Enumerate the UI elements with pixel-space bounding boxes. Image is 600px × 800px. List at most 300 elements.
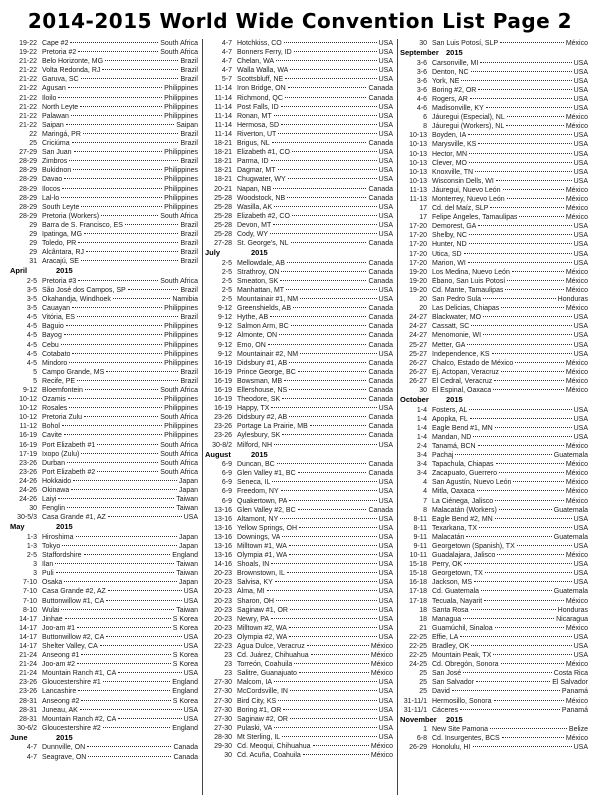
convention-country: Philippines (164, 305, 198, 313)
convention-country: Canada (368, 377, 393, 385)
convention-row (400, 140, 588, 149)
convention-dates: 21-22 (19, 103, 37, 111)
leader-dots (495, 627, 564, 628)
convention-place: Mellowdale, AB (237, 259, 285, 267)
leader-dots (274, 681, 377, 682)
convention-country: México (565, 735, 588, 743)
convention-row (400, 168, 588, 177)
convention-country: Philippines (164, 323, 198, 331)
convention-dates: 27-30 (214, 706, 232, 714)
convention-row (10, 203, 198, 212)
leader-dots (56, 572, 175, 573)
convention-row (205, 57, 393, 66)
leader-dots (300, 353, 377, 354)
convention-row (205, 304, 393, 313)
convention-row (10, 103, 198, 112)
convention-row (10, 48, 198, 57)
convention-dates: 17-18 (409, 588, 427, 596)
convention-country: Canada (368, 396, 393, 404)
convention-row (205, 331, 393, 340)
convention-dates: 23-26 (214, 414, 232, 422)
convention-dates: 2-5 (221, 296, 232, 304)
convention-country: Philippines (164, 194, 198, 202)
month-name: August (205, 449, 231, 459)
convention-place: Hunter, ND (432, 241, 467, 249)
convention-row (205, 542, 393, 551)
convention-dates: 11-14 (214, 103, 232, 111)
convention-country: USA (573, 232, 588, 240)
convention-country: México (370, 643, 393, 650)
leader-dots (505, 289, 563, 290)
convention-country: USA (378, 724, 393, 732)
convention-row (205, 259, 393, 268)
convention-dates: 11-14 (214, 130, 232, 138)
convention-place: Boring #2, OR (432, 86, 477, 94)
convention-country: México (565, 268, 588, 276)
convention-dates: 3 (33, 570, 37, 578)
convention-place: São José dos Campos, SP (42, 286, 126, 294)
convention-row (10, 606, 198, 615)
leader-dots (73, 480, 177, 481)
convention-row (400, 150, 588, 159)
convention-row (205, 497, 393, 506)
leader-dots (480, 62, 571, 63)
leader-dots (299, 672, 369, 673)
convention-place: Cody, WY (237, 230, 268, 238)
convention-place: Tapachula, Chiapas (432, 461, 494, 469)
leader-dots (307, 645, 369, 646)
leader-dots (502, 737, 564, 738)
leader-dots (294, 51, 377, 52)
convention-country: USA (573, 515, 588, 523)
convention-row (10, 130, 198, 139)
leader-dots (281, 490, 377, 491)
convention-place: Salvisa, KY (237, 579, 273, 587)
convention-country: USA (378, 597, 393, 605)
convention-place: Hokkaido (42, 477, 72, 485)
leader-dots (274, 206, 376, 207)
convention-place: Mindoro (42, 359, 68, 367)
convention-place: Quakertown, PA (237, 497, 288, 505)
convention-row (205, 506, 393, 515)
leader-dots (499, 472, 564, 473)
convention-dates: 10-13 (409, 150, 427, 158)
convention-place: Demorest, GA (432, 223, 477, 231)
convention-country: USA (378, 615, 393, 623)
convention-place: Durban (42, 459, 65, 467)
leader-dots (494, 700, 564, 701)
leader-dots (106, 600, 181, 601)
leader-dots (276, 60, 377, 61)
convention-row (10, 578, 198, 587)
convention-country: Philippines (164, 94, 198, 102)
leader-dots (72, 353, 162, 354)
convention-place: Mandan, ND (432, 433, 472, 441)
convention-place: Ébano, San Luis Potosí (432, 277, 506, 285)
convention-country: Brazil (180, 230, 198, 238)
column-2 (202, 39, 397, 795)
leader-dots (470, 418, 572, 419)
convention-dates: 28-29 (19, 203, 37, 211)
leader-dots (285, 78, 376, 79)
leader-dots (84, 554, 171, 555)
leader-dots (501, 307, 564, 308)
convention-dates: 13-16 (214, 542, 232, 550)
convention-dates: 21-24 (19, 661, 37, 669)
convention-row (10, 724, 198, 733)
convention-country: South Africa (160, 468, 198, 476)
convention-country: Guatemala (553, 452, 588, 460)
convention-row (10, 431, 198, 440)
convention-country: Philippines (164, 103, 198, 111)
convention-row (205, 441, 393, 450)
leader-dots (284, 42, 377, 43)
convention-place: Milltown #2, WA (237, 624, 287, 632)
convention-place: Dagmar, MT (237, 167, 276, 175)
convention-dates: 4-7 (221, 67, 232, 75)
convention-dates: 7-10 (22, 588, 37, 596)
convention-country: Philippines (164, 432, 198, 440)
convention-country: USA (573, 561, 588, 569)
convention-place: Happy, TX (237, 405, 270, 413)
convention-country: USA (573, 95, 588, 103)
convention-dates: 24-25 (409, 661, 427, 669)
month-name: September (400, 48, 439, 58)
convention-country: USA (378, 579, 393, 587)
convention-place: Hythe, AB (237, 314, 269, 322)
convention-country: USA (378, 103, 393, 111)
convention-row (205, 469, 393, 478)
convention-dates: 28-30 (214, 733, 232, 741)
leader-dots (507, 198, 564, 199)
convention-country: México (565, 386, 588, 394)
convention-place: San Pedro Sula (432, 296, 482, 304)
convention-country: USA (378, 203, 393, 211)
convention-row (400, 725, 588, 734)
convention-place: Buttonwillow #2, CA (42, 633, 105, 641)
convention-row (400, 597, 588, 606)
convention-country: USA (378, 533, 393, 541)
convention-place: Napan, NB (237, 185, 272, 193)
leader-dots (83, 133, 179, 134)
leader-dots (84, 416, 158, 417)
month-header (400, 715, 588, 726)
convention-country: USA (573, 424, 588, 432)
convention-place: Georgetown, TX (432, 570, 483, 578)
convention-country: USA (573, 68, 588, 76)
convention-place: Clever, MO (432, 159, 468, 167)
convention-dates: 9-12 (217, 350, 232, 358)
leader-dots (61, 344, 162, 345)
convention-dates: 23-26 (19, 679, 37, 687)
convention-place: Fenglin (42, 505, 65, 513)
convention-row (10, 468, 198, 477)
convention-dates: 3-6 (416, 68, 427, 76)
leader-dots (292, 215, 377, 216)
convention-row (205, 404, 393, 413)
convention-dates: 2-4 (416, 442, 427, 450)
leader-dots (106, 636, 181, 637)
leader-dots (278, 169, 377, 170)
leader-dots (289, 362, 366, 363)
convention-country: USA (573, 524, 588, 532)
convention-country: Brazil (180, 67, 198, 75)
convention-dates: 25 (29, 140, 37, 148)
leader-dots (288, 178, 377, 179)
convention-country: USA (378, 524, 393, 532)
convention-dates: 30-5/3 (17, 514, 37, 522)
convention-country: South Africa (160, 40, 198, 47)
convention-place: Gloucestershire #2 (42, 724, 101, 732)
leader-dots (483, 298, 556, 299)
leader-dots (81, 206, 162, 207)
convention-place: Wulai (42, 606, 60, 614)
leader-dots (267, 590, 377, 591)
convention-row (400, 542, 588, 551)
convention-place: Wasilla, AK (237, 203, 273, 211)
convention-place: San José (432, 670, 462, 678)
convention-country: USA (573, 415, 588, 423)
convention-dates: 17-20 (409, 241, 427, 249)
convention-place: Sharon, OH (237, 597, 274, 605)
convention-place: Dunnville, ON (42, 744, 86, 752)
convention-row (400, 77, 588, 86)
convention-place: Palawan (42, 112, 69, 120)
convention-place: Felipe Ángeles, Tamaulipas (432, 214, 518, 222)
convention-place: Saginaw #2, OR (237, 715, 288, 723)
convention-row (400, 322, 588, 331)
convention-row (10, 651, 198, 660)
convention-dates: 1-4 (416, 424, 427, 432)
convention-country: USA (573, 77, 588, 85)
convention-row (400, 660, 588, 669)
convention-row (10, 404, 198, 413)
convention-place: Boyden, IA (432, 132, 467, 140)
convention-row (10, 257, 198, 266)
convention-dates: 14-17 (19, 643, 37, 650)
convention-row (205, 633, 393, 642)
convention-place: Woodstock, NB (237, 194, 286, 202)
convention-dates: 5-7 (221, 76, 232, 84)
convention-country: Brazil (180, 76, 198, 84)
convention-dates: 22-23 (214, 643, 232, 650)
month-name: May (10, 522, 25, 532)
convention-country: USA (378, 76, 393, 84)
convention-country: Canada (368, 470, 393, 478)
convention-dates: 3-4 (416, 452, 427, 460)
month-year: 2015 (56, 732, 73, 742)
convention-place: Garuva, SC (42, 76, 79, 84)
convention-country: Philippines (164, 423, 198, 431)
convention-dates: 14-16 (214, 561, 232, 569)
convention-row (205, 203, 393, 212)
convention-dates: 9-12 (217, 314, 232, 322)
convention-dates: 1-3 (26, 533, 37, 541)
convention-row (400, 277, 588, 286)
convention-place: Hermosa, SD (237, 121, 280, 129)
convention-row (205, 597, 393, 606)
convention-country: Japan (178, 542, 198, 550)
convention-place: Perry, OK (432, 561, 463, 569)
convention-dates: 10-12 (19, 405, 37, 413)
convention-row (400, 122, 588, 131)
leader-dots (479, 527, 572, 528)
convention-dates: 30-6/2 (17, 724, 37, 732)
leader-dots (81, 654, 170, 655)
convention-country: S Korea (172, 697, 198, 705)
leader-dots (62, 545, 177, 546)
leader-dots (289, 636, 376, 637)
month-header (10, 266, 198, 277)
convention-place: New Site Pamona (432, 726, 489, 734)
leader-dots (97, 444, 158, 445)
convention-place: Iloilo (42, 94, 57, 102)
convention-country: USA (378, 221, 393, 229)
convention-country: USA (573, 132, 588, 140)
convention-row (205, 94, 393, 103)
convention-place: Joo-am #2 (42, 661, 76, 669)
leader-dots (483, 316, 572, 317)
convention-dates: 4-7 (221, 49, 232, 57)
convention-country: Japan (178, 533, 198, 541)
convention-row (400, 624, 588, 633)
convention-country: Canada (173, 753, 198, 761)
convention-country: USA (573, 159, 588, 167)
convention-country: USA (183, 715, 198, 723)
convention-row (205, 587, 393, 596)
leader-dots (478, 445, 564, 446)
convention-country: USA (378, 167, 393, 175)
convention-place: Prince George, BC (237, 368, 296, 376)
leader-dots (274, 727, 376, 728)
leader-dots (311, 654, 369, 655)
leader-dots (294, 663, 369, 664)
convention-row (10, 495, 198, 504)
convention-country: Canada (368, 506, 393, 514)
convention-place: Honolulu, HI (432, 744, 471, 752)
convention-country: Canada (368, 386, 393, 394)
convention-place: York, NE (432, 77, 460, 85)
convention-country: México (370, 743, 393, 751)
leader-dots (71, 115, 162, 116)
convention-row (205, 386, 393, 395)
leader-dots (470, 98, 572, 99)
convention-place: San Juan (42, 149, 72, 157)
leader-dots (73, 169, 162, 170)
convention-country: México (565, 661, 588, 669)
convention-dates: 16-19 (19, 432, 37, 440)
leader-dots (67, 462, 158, 463)
convention-dates: 23-26 (214, 423, 232, 431)
convention-dates: 9-12 (217, 323, 232, 331)
convention-row (400, 487, 588, 496)
month-header (205, 450, 393, 461)
convention-row (400, 177, 588, 186)
convention-row (205, 194, 393, 203)
convention-place: Cáceres (432, 706, 459, 714)
convention-country: USA (378, 561, 393, 569)
convention-row (10, 551, 198, 560)
leader-dots (460, 636, 571, 637)
convention-row (205, 642, 393, 651)
leader-dots (77, 316, 179, 317)
leader-dots (471, 609, 556, 610)
convention-dates: 28-29 (19, 167, 37, 175)
convention-country: Brazil (180, 130, 198, 138)
leader-dots (281, 271, 366, 272)
convention-dates: 25-27 (409, 350, 427, 358)
convention-country: Canada (368, 332, 393, 340)
leader-dots (507, 280, 564, 281)
convention-country: Philippines (164, 149, 198, 157)
convention-dates: 6-8 (416, 735, 427, 743)
convention-row (10, 615, 198, 624)
convention-row (10, 157, 198, 166)
convention-dates: 30 (419, 386, 427, 394)
convention-place: Seagrave, ON (42, 753, 87, 761)
leader-dots (268, 344, 367, 345)
convention-row (10, 139, 198, 148)
convention-dates: 18-21 (214, 140, 232, 148)
leader-dots (74, 151, 163, 152)
convention-dates: 10-13 (409, 132, 427, 140)
convention-row (10, 743, 198, 752)
month-name: October (400, 395, 429, 405)
convention-row (10, 395, 198, 404)
leader-dots (313, 745, 369, 746)
convention-country: USA (378, 706, 393, 714)
convention-dates: 19-20 (409, 286, 427, 294)
leader-dots (468, 262, 572, 263)
convention-country: S Korea (172, 624, 198, 632)
convention-place: Ilocos (42, 185, 61, 193)
convention-dates: 16-18 (409, 579, 427, 587)
convention-country: Guatemala (553, 506, 588, 514)
convention-place: Bonners Ferry, ID (237, 49, 292, 57)
convention-row (400, 259, 588, 268)
convention-place: Wisconsin Dells, WI (432, 177, 494, 185)
convention-place: Jinhae (42, 615, 63, 623)
convention-dates: 26-27 (409, 359, 427, 367)
convention-dates: 5 (33, 377, 37, 385)
convention-row (400, 524, 588, 533)
convention-row (205, 615, 393, 624)
convention-row (400, 497, 588, 506)
convention-place: Devon, MT (237, 221, 272, 229)
convention-country: USA (573, 744, 588, 752)
convention-country: Brazil (180, 286, 198, 294)
convention-place: Olympia #2, WA (237, 633, 288, 641)
convention-row (205, 121, 393, 130)
convention-dates: 11-14 (214, 85, 232, 93)
leader-dots (282, 736, 376, 737)
convention-place: Cavite (42, 432, 62, 440)
leader-dots (277, 463, 367, 464)
leader-dots (282, 398, 366, 399)
convention-place: Malcom, IA (237, 679, 273, 687)
convention-row (400, 104, 588, 113)
convention-country: Brazil (180, 58, 198, 66)
convention-row (205, 66, 393, 75)
convention-place: Mountainair #1, NM (237, 296, 299, 304)
convention-place: Agusan (42, 85, 66, 93)
convention-dates: 8 (423, 123, 427, 131)
convention-row (400, 331, 588, 340)
convention-row (400, 506, 588, 515)
convention-row (10, 542, 198, 551)
convention-row (400, 587, 588, 596)
convention-country: Taiwan (176, 606, 198, 614)
